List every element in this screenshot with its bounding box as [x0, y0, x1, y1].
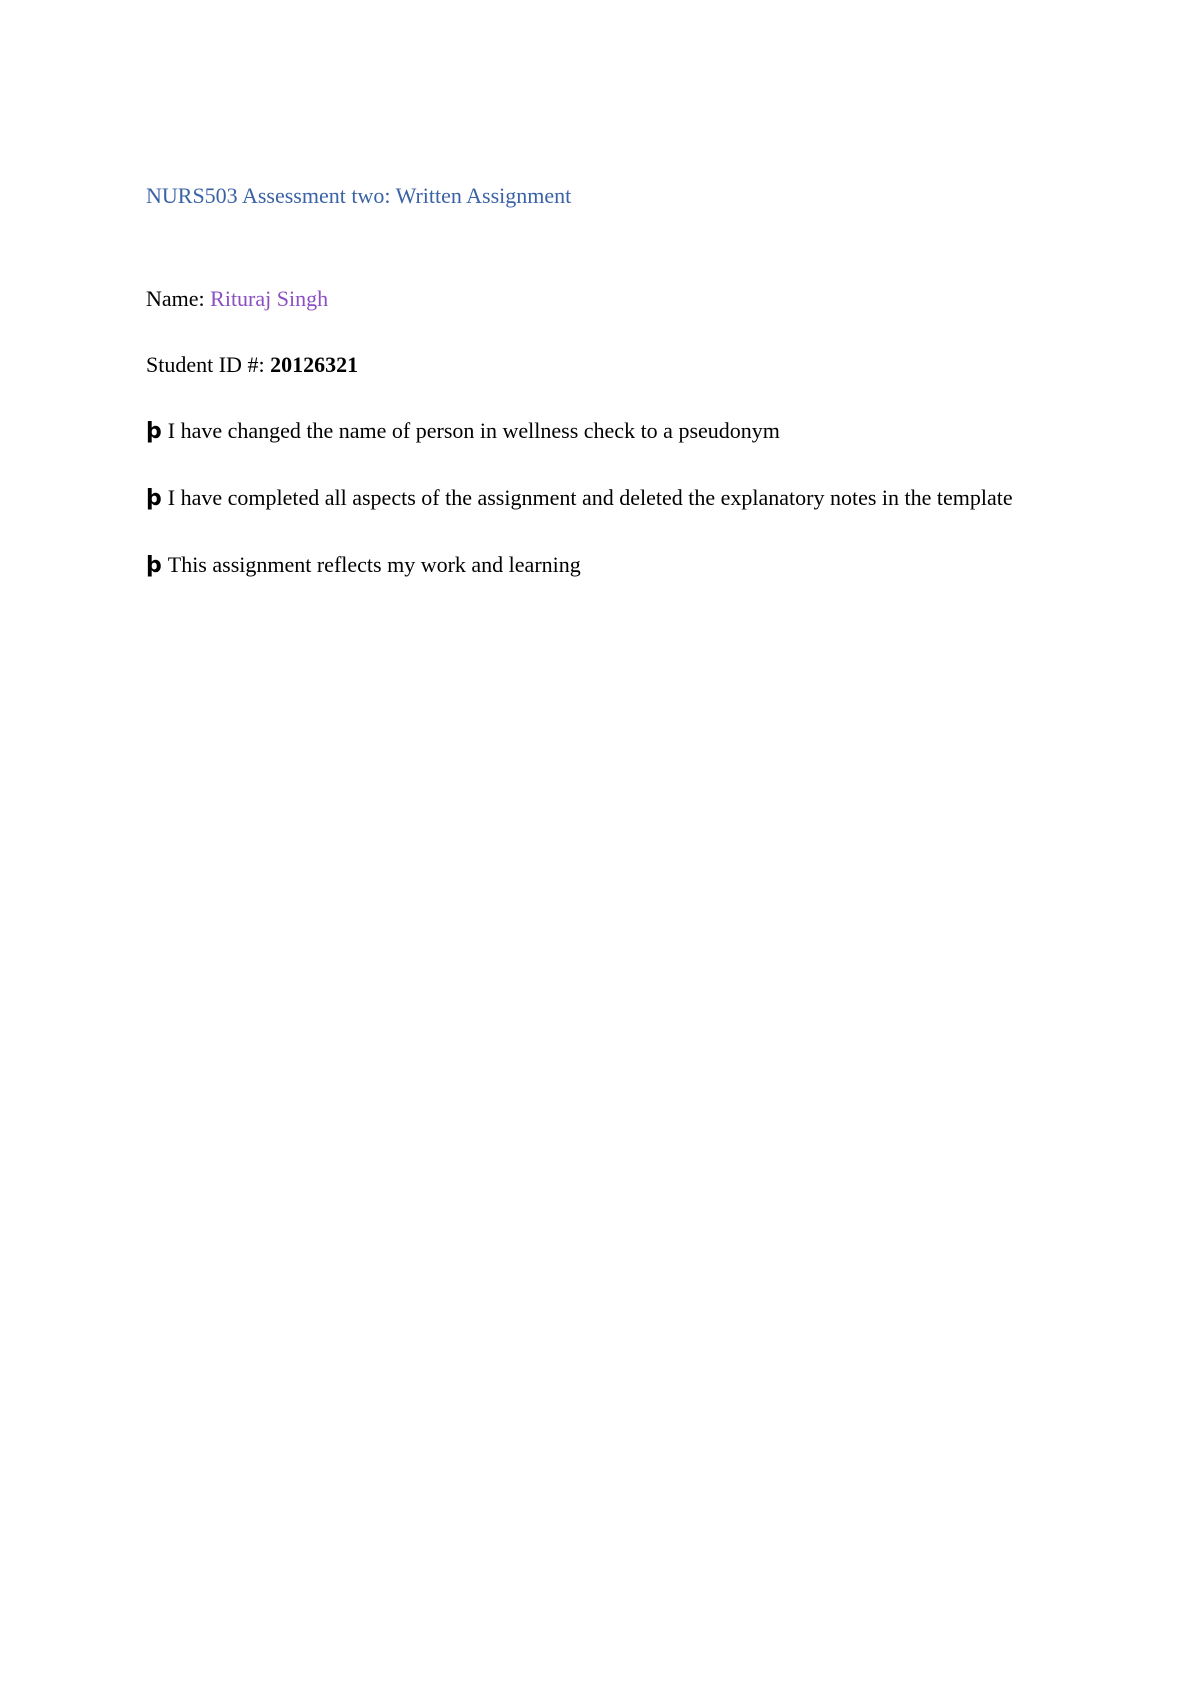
- document-title: NURS503 Assessment two: Written Assignment: [146, 183, 572, 208]
- checklist-item-text: I have changed the name of person in wellness check to a pseudonym: [167, 418, 780, 443]
- student-id-label: Student ID #:: [146, 352, 265, 377]
- student-id-value: 20126321: [270, 352, 359, 377]
- checklist-item: [146, 410, 1066, 453]
- checklist-item-text: This assignment reflects my work and learning: [167, 552, 581, 577]
- checklist-item: [146, 477, 1066, 520]
- name-value: Rituraj Singh: [210, 286, 329, 311]
- checked-box-icon: þ: [146, 553, 162, 578]
- name-label: Name:: [146, 286, 205, 311]
- checklist-item-text: I have completed all aspects of the assignment and deleted the explanatory notes in the template: [167, 485, 1013, 510]
- checklist-item: [146, 544, 1066, 587]
- checked-box-icon: þ: [146, 486, 162, 511]
- student-id-line: [146, 344, 1066, 386]
- name-line: [146, 278, 1066, 320]
- checked-box-icon: þ: [146, 419, 162, 444]
- document-content: [146, 180, 1066, 587]
